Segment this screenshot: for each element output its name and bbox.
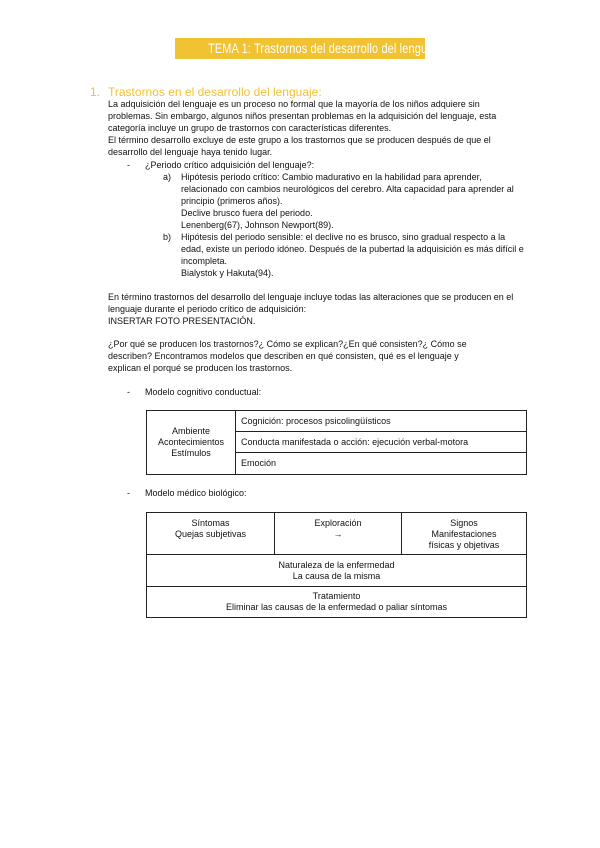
text-line: En término trastornos del desarrollo del lenguaje incluye todas las alteraciones que se producen en el [108,292,514,302]
page-title: TEMA 1: Trastornos del desarrollo del lenguaje [208,40,443,56]
text-line: ¿Por qué se producen los trastornos?¿ Cómo se explican?¿En qué consisten?¿ Cómo se [108,339,467,349]
list-marker-b: b) [163,232,172,242]
text-line: edad, existe un periodo idóneo. Después de la pubertad la adquisición es más difícil e [181,244,524,254]
cell-line: Signos [450,518,478,528]
bullet: - [127,387,130,397]
text-line: lenguaje durante el periodo crítico de adquisición: [108,304,307,314]
cell-line: Manifestaciones [431,529,497,539]
exploration-cell [275,513,402,555]
cell-line: Tratamiento [312,591,361,601]
text-line: INSERTAR FOTO PRESENTACIÓN. [108,316,256,326]
section-number: 1. [90,85,101,99]
cognitive-model-table [146,410,527,475]
text-line: principio (primeros años). [181,196,283,206]
text-line: Bialystok y Hakuta(94). [181,268,274,278]
cell-line: Acontecimientos [157,437,225,447]
cell-line: Eliminar las causas de la enfermedad o paliar síntomas [225,602,448,612]
intro-paragraph [108,98,496,158]
model2-label: Modelo médico biológico: [145,488,247,498]
cognition-cell: Cognición: procesos psicolingüísticos [236,411,527,432]
cell-line: Estímulos [171,448,211,458]
text-line: Hipótesis del periodo sensible: el declive no es brusco, sino gradual respecto a la [181,232,506,242]
bullet: - [127,488,130,498]
text-line: desarrollo del lenguaje haya tenido lugar. [108,147,273,157]
cell-line: La causa de la misma [292,570,381,581]
text-line: problemas. Sin embargo, algunos niños presentan problemas en la adquisición del lenguaje, esta [108,111,497,121]
text-line: describen? Encontramos modelos que describen en qué consisten, qué es el lenguaje y [108,351,459,361]
text-line: El término desarrollo excluye de este grupo a los trastornos que se producen después de que el [108,135,491,145]
text-line: Lenenberg(67), Johnson Newport(89). [181,220,334,230]
symptoms-cell [147,513,275,555]
medical-model-table [146,512,527,618]
cell-line: Síntomas [191,518,230,528]
hypothesis-a [181,171,514,231]
signs-cell [402,513,527,555]
environment-cell [147,411,236,475]
critical-period-label: ¿Periodo crítico adquisición del lenguaje?: [145,160,315,170]
text-line: Hipótesis periodo crítico: Cambio madurativo en la habilidad para aprender, [181,172,482,182]
cell-line: Naturaleza de la enfermedad [278,559,395,570]
paragraph-2 [108,291,513,327]
behavior-cell: Conducta manifestada o acción: ejecución verbal-motora [236,432,527,453]
text-line: categoría incluye un grupo de trastornos con características diferentes. [108,123,392,133]
emotion-cell: Emoción [236,453,527,475]
text-line: incompleta. [181,256,228,266]
nature-cell [147,555,527,587]
section-heading: Trastornos en el desarrollo del lenguaje: [108,85,322,99]
cell-line: Exploración [314,518,362,528]
text-line: relacionado con cambios neurológicos del cerebro. Alta capacidad para aprender al [181,184,514,194]
hypothesis-b [181,231,524,279]
cell-line: Quejas subjetivas [174,529,247,539]
cell-line: físicas y objetivas [428,540,500,550]
text-line: explican el porqué se producen los trastornos. [108,363,293,373]
paragraph-3 [108,338,467,374]
arrow-right-icon: → [333,529,343,539]
text-line: Declive brusco fuera del periodo. [181,208,313,218]
text-line: La adquisición del lenguaje es un proceso no formal que la mayoría de los niños adquiere sin [108,99,480,109]
list-marker-a: a) [163,172,172,182]
treatment-cell [147,587,527,618]
title-banner [175,38,443,59]
cell-line: Ambiente [171,426,211,436]
model1-label: Modelo cognitivo conductual: [145,387,262,397]
bullet: - [127,160,130,170]
